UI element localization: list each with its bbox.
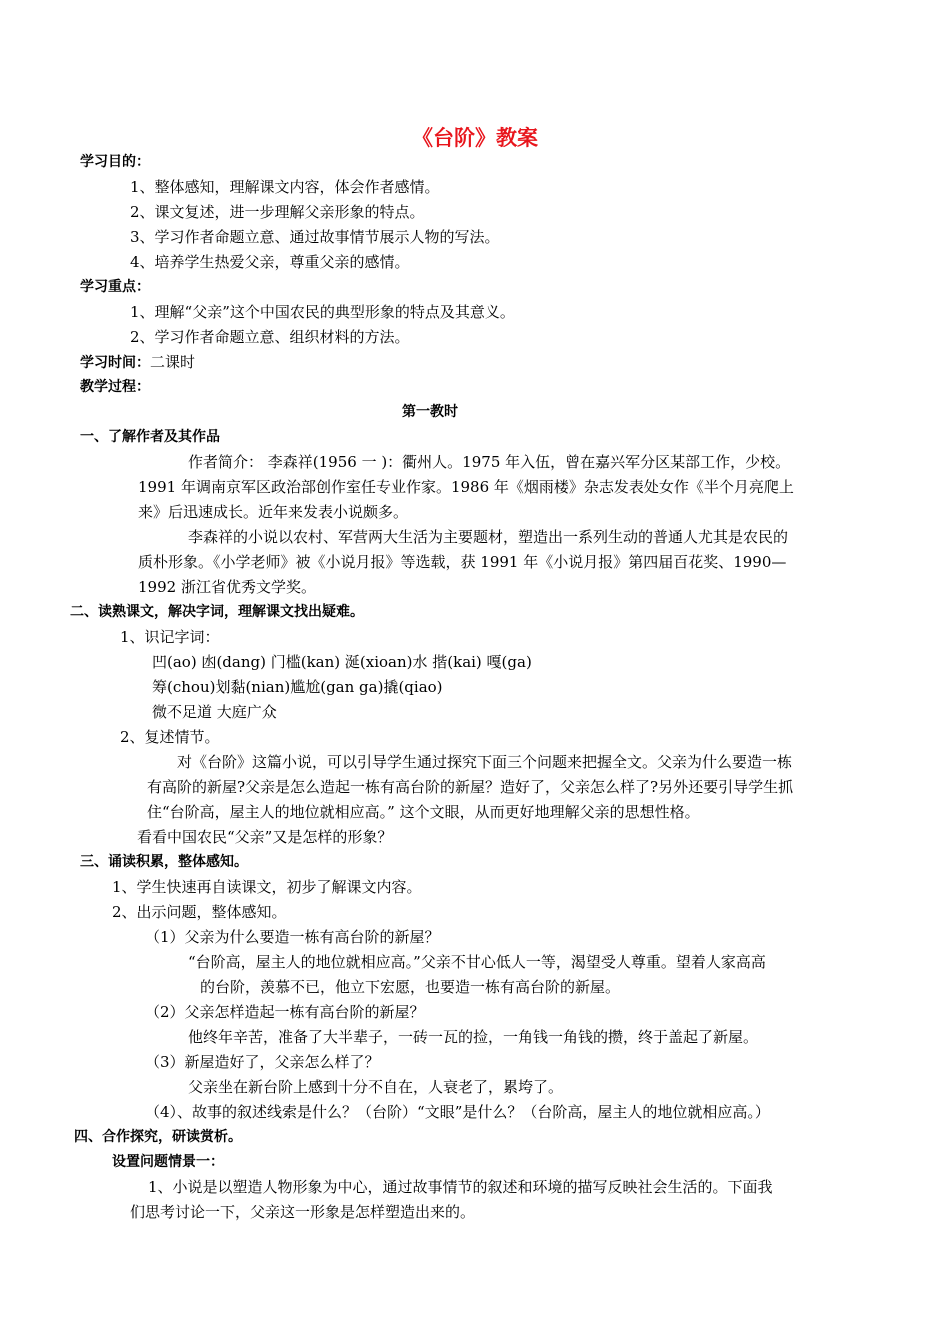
question-2: （2）父亲怎样造起一栋有高台阶的新屋？ [145,1003,425,1021]
author-works-line: 1992 浙江省优秀文学奖。 [138,578,316,596]
section1-heading: 一、了解作者及其作品 [80,429,220,445]
author-works-line: 李森祥的小说以农村、军营两大生活为主要题材，塑造出一系列生动的普通人尤其是农民的 [188,528,789,546]
lesson-title: 第一教时 [402,404,458,420]
key-point-item: 1、理解“父亲”这个中国农民的典型形象的特点及其意义。 [130,303,515,321]
retell-line: 对《台阶》这篇小说，可以引导学生通过探究下面三个问题来把握全文。父亲为什么要造一栋 [177,753,793,771]
author-intro-line: 作者简介： 李森祥(1956 一 )：衢州人。1975 年入伍，曾在嘉兴军分区某部工作，少校。 [188,453,791,471]
retell-heading: 2、复述情节。 [120,728,220,746]
author-intro-line: 来》后迅速成长。近年来发表小说颇多。 [138,503,409,521]
retell-line: 住“台阶高，屋主人的地位就相应高。” 这个文眼，从而更好地理解父亲的思想性格。 [147,803,700,821]
vocab-heading: 1、识记字词： [120,628,220,646]
retell-closing: 看看中国农民“父亲”又是怎样的形象？ [137,828,393,846]
scenario-heading: 设置问题情景一： [112,1154,224,1170]
answer-1-line: 的台阶，羡慕不已，他立下宏愿，也要造一栋有高台阶的新屋。 [200,978,621,996]
study-time-label: 学习时间： [80,355,150,371]
objective-item: 2、课文复述，进一步理解父亲形象的特点。 [130,203,425,221]
author-works-line: 质朴形象。《小学老师》被《小说月报》等选载，获 1991 年《小说月报》第四届百花奖、1990— [138,553,787,571]
scenario-line: 1、小说是以塑造人物形象为中心，通过故事情节的叙述和环境的描写反映社会生活的。下面我 [148,1178,773,1196]
answer-2: 他终年辛苦，准备了大半辈子，一砖一瓦的捡，一角钱一角钱的攒，终于盖起了新屋。 [188,1028,759,1046]
question-1: （1）父亲为什么要造一栋有高台阶的新屋？ [145,928,440,946]
process-heading: 教学过程： [80,379,150,395]
vocab-line: 凹(ao) 凼(dang) 门槛(kan) 涎(xioan)水 揩(kai) 嘎(ga) [152,653,532,671]
objective-item: 1、整体感知，理解课文内容，体会作者感情。 [130,178,440,196]
vocab-line: 筹(chou)划黏(nian)尴尬(gan ga)撬(qiao) [152,678,443,696]
retell-line: 有高阶的新屋?父亲是怎么造起一栋有高台阶的新屋？造好了，父亲怎么样了?另外还要引导学生抓 [147,778,794,796]
section4-heading: 四、合作探究，研读赏析。 [74,1129,242,1145]
objectives-heading: 学习目的： [80,154,150,170]
question-4: （4）、故事的叙述线索是什么？（台阶）“文眼”是什么？（台阶高，屋主人的地位就相应高。） [145,1103,770,1121]
step-line: 1、学生快速再自读课文，初步了解课文内容。 [112,878,422,896]
study-time [80,351,195,374]
objective-item: 4、培养学生热爱父亲，尊重父亲的感情。 [130,253,410,271]
step-line: 2、出示问题，整体感知。 [112,903,287,921]
key-points-heading: 学习重点： [80,279,150,295]
section2-heading: 二、读熟课文，解决字词，理解课文找出疑难。 [70,604,364,620]
study-time-value: 二课时 [150,353,196,371]
vocab-line: 微不足道 大庭广众 [152,703,277,721]
author-intro-line: 1991 年调南京军区政治部创作室任专业作家。1986 年《烟雨楼》杂志发表处女作《半个月亮爬上 [138,478,794,496]
key-point-item: 2、学习作者命题立意、组织材料的方法。 [130,328,410,346]
document-title: 《台阶》教案 [412,126,538,150]
question-3: （3）新屋造好了，父亲怎么样了？ [145,1053,380,1071]
section3-heading: 三、诵读积累，整体感知。 [80,854,248,870]
answer-3: 父亲坐在新台阶上感到十分不自在，人衰老了，累垮了。 [188,1078,564,1096]
scenario-line: 们思考讨论一下，父亲这一形象是怎样塑造出来的。 [130,1203,476,1221]
answer-1-line: “台阶高，屋主人的地位就相应高。”父亲不甘心低人一等，渴望受人尊重。望着人家高高 [188,953,766,971]
objective-item: 3、学习作者命题立意、通过故事情节展示人物的写法。 [130,228,500,246]
